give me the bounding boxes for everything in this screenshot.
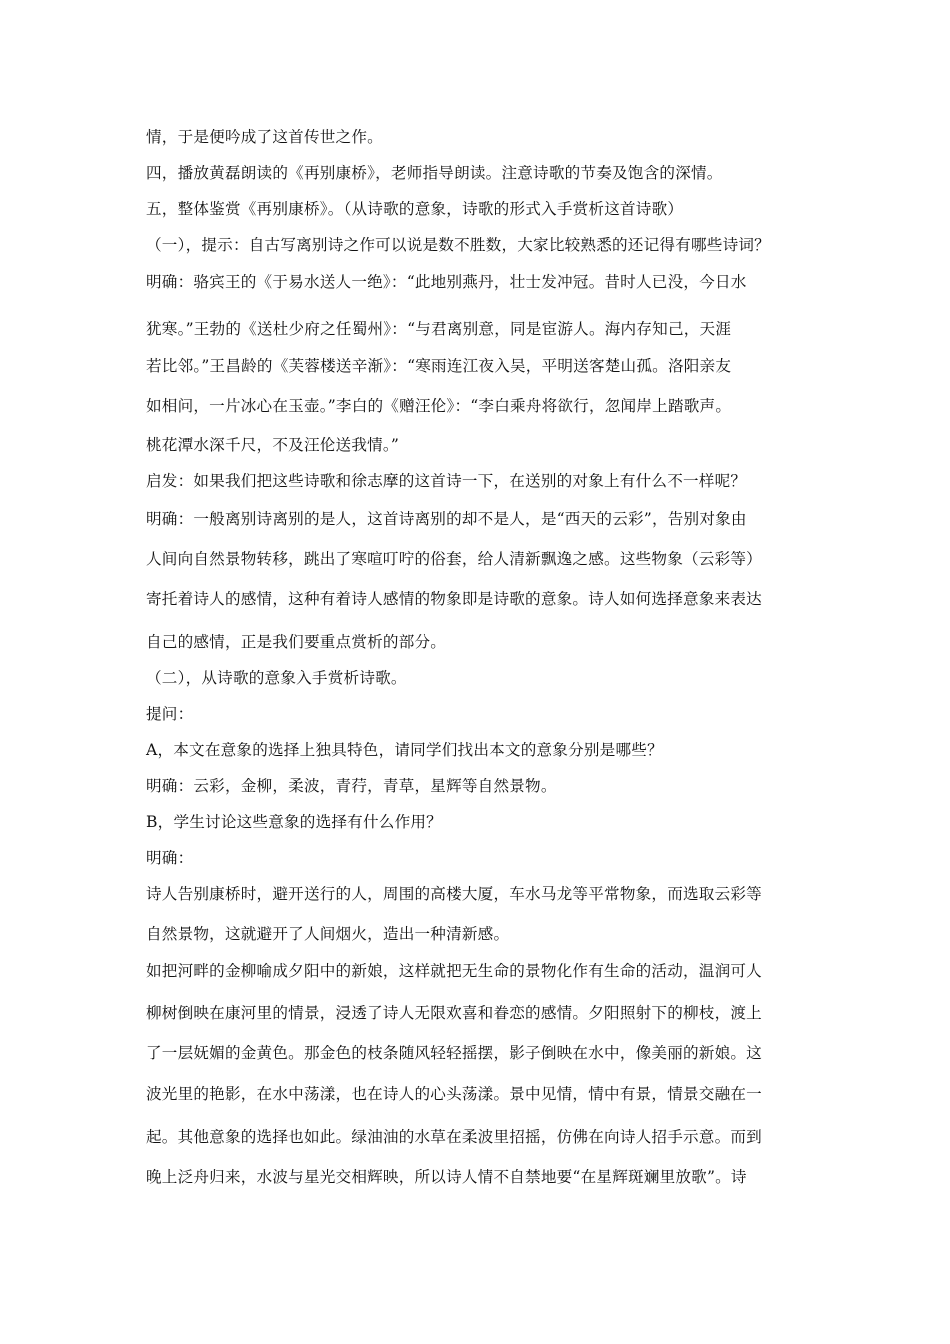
text-line: 人间向自然景物转移，跳出了寒喧叮咛的俗套，给人清新飘逸之感。这些物象（云彩等）: [146, 550, 762, 568]
text-line: 如相问，一片冰心在玉壶。”李白的《赠汪伦》：“李白乘舟将欲行，忽闻岸上踏歌声。: [146, 397, 732, 415]
text-line: 寄托着诗人的感情，这种有着诗人感情的物象即是诗歌的意象。诗人如何选择意象来表达: [146, 590, 762, 608]
text-line: 启发：如果我们把这些诗歌和徐志摩的这首诗一下，在送别的对象上有什么不一样呢？: [146, 472, 747, 490]
text-line: B，学生讨论这些意象的选择有什么作用？: [146, 813, 442, 831]
text-line: 了一层妩媚的金黄色。那金色的枝条随风轻轻摇摆，影子倒映在水中，像美丽的新娘。这: [146, 1044, 762, 1062]
text-line: （一），提示：自古写离别诗之作可以说是数不胜数，大家比较熟悉的还记得有哪些诗词？: [146, 236, 770, 254]
text-line: 诗人告别康桥时，避开送行的人，周围的高楼大厦，车水马龙等平常物象，而选取云彩等: [146, 885, 762, 903]
text-line: 波光里的艳影，在水中荡漾，也在诗人的心头荡漾。景中见情，情中有景，情景交融在一: [146, 1085, 762, 1103]
text-line: 情，于是便吟成了这首传世之作。: [146, 128, 383, 146]
text-line: （二），从诗歌的意象入手赏析诗歌。: [146, 669, 407, 687]
text-line: 若比邻。”王昌龄的《芙蓉楼送辛渐》：“寒雨连江夜入吴，平明送客楚山孤。洛阳亲友: [146, 357, 732, 375]
text-line: 柳树倒映在康河里的情景，浸透了诗人无限欢喜和眷恋的感情。夕阳照射下的柳枝，渡上: [146, 1004, 762, 1022]
text-line: 犹寒。”王勃的《送杜少府之任蜀州》：“与君离别意，同是宦游人。海内存知己，天涯: [146, 320, 732, 338]
text-line: 自然景物，这就避开了人间烟火，造出一种清新感。: [146, 925, 510, 943]
text-line: 明确：一般离别诗离别的是人，这首诗离别的却不是人，是“西天的云彩”，告别对象由: [146, 510, 747, 528]
text-line: 晚上泛舟归来，水波与星光交相辉映，所以诗人情不自禁地要“在星辉斑斓里放歌”。诗: [146, 1168, 747, 1186]
text-line: 明确：骆宾王的《于易水送人一绝》：“此地别燕丹，壮士发冲冠。昔时人已没，今日水: [146, 273, 747, 291]
text-line: 起。其他意象的选择也如此。绿油油的水草在柔波里招摇，仿佛在向诗人招手示意。而到: [146, 1128, 762, 1146]
text-line: 明确：: [146, 849, 194, 867]
text-line: 五，整体鉴赏《再别康桥》。（从诗歌的意象，诗歌的形式入手赏析这首诗歌）: [146, 200, 684, 218]
text-line: 四，播放黄磊朗读的《再别康桥》，老师指导朗读。注意诗歌的节奏及饱含的深情。: [146, 164, 723, 182]
text-line: 提问：: [146, 705, 194, 723]
text-line: 如把河畔的金柳喻成夕阳中的新娘，这样就把无生命的景物化作有生命的活动，温润可人: [146, 962, 762, 980]
text-line: A，本文在意象的选择上独具特色，请同学们找出本文的意象分别是哪些？: [146, 741, 663, 759]
text-line: 自己的感情，正是我们要重点赏析的部分。: [146, 633, 447, 651]
text-line: 桃花潭水深千尺，不及汪伦送我情。”: [146, 436, 400, 454]
text-line: 明确：云彩，金柳，柔波，青荇，青草，星辉等自然景物。: [146, 777, 557, 795]
